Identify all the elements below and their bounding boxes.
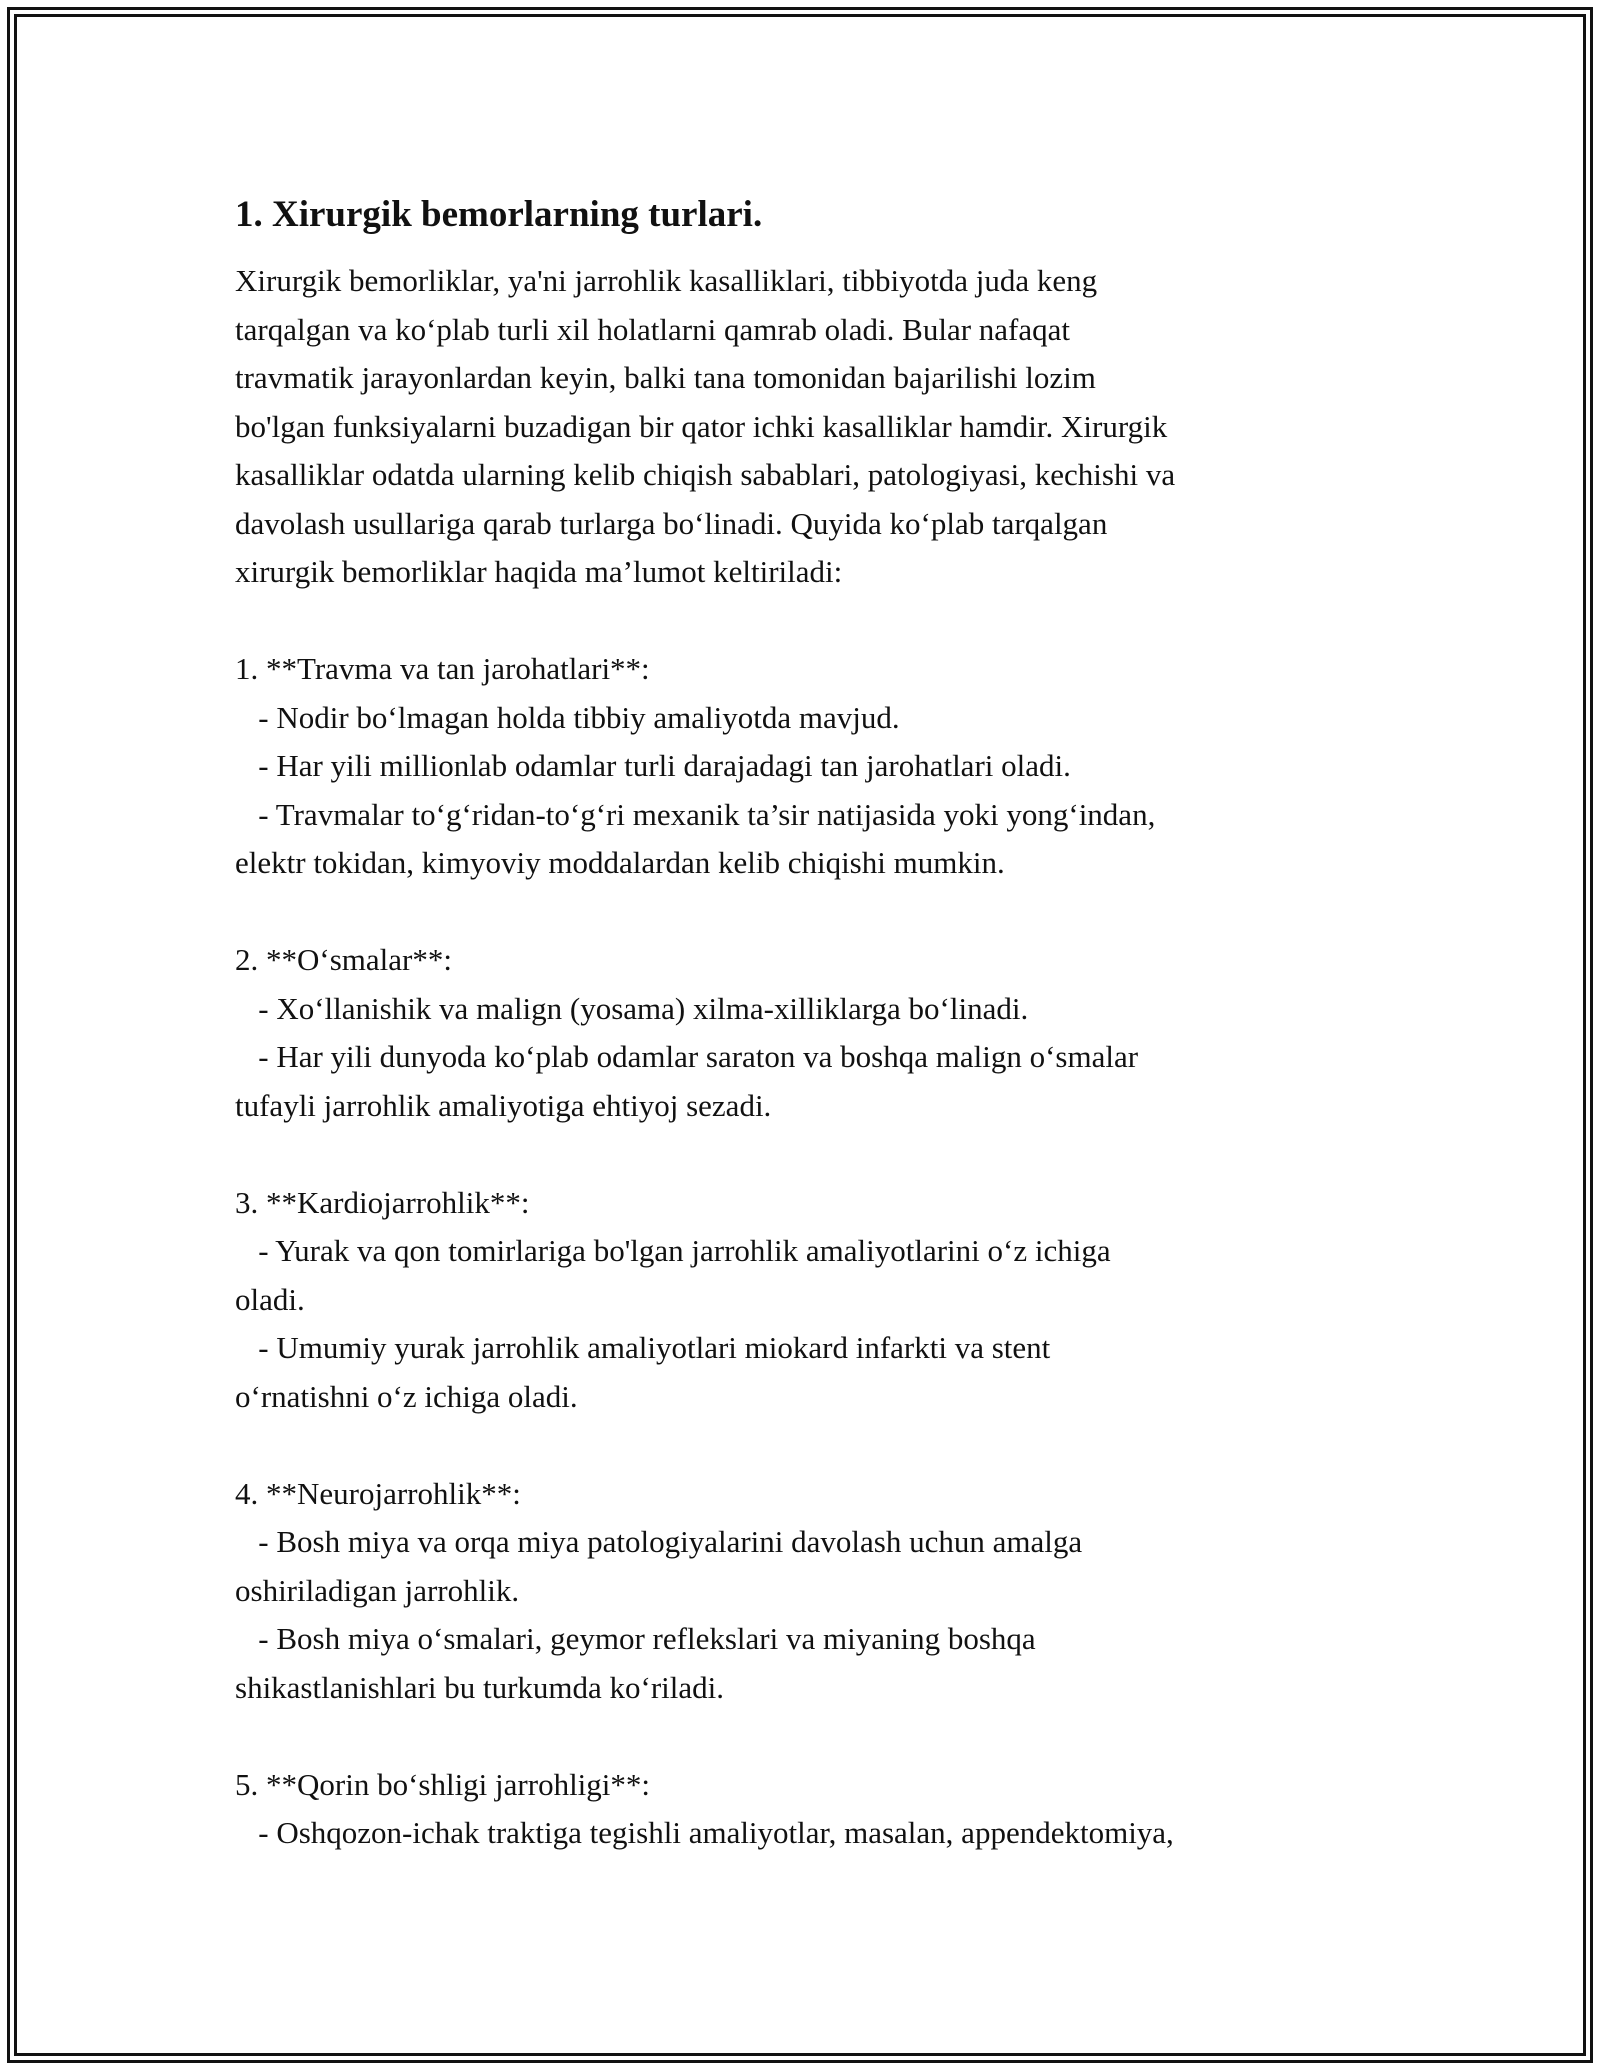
- intro-line: tarqalgan va ko‘plab turli xil holatlarni qamrab oladi. Bular nafaqat: [235, 311, 1070, 347]
- section-line: shikastlanishlari bu turkumda ko‘riladi.: [235, 1669, 725, 1705]
- section-title: 5. **Qorin bo‘shligi jarrohligi**:: [235, 1766, 651, 1802]
- section-line: - Oshqozon-ichak traktiga tegishli amaliyotlar, masalan, appendektomiya,: [235, 1815, 1174, 1850]
- section-line: elektr tokidan, kimyoviy moddalardan kelib chiqishi mumkin.: [235, 845, 1005, 880]
- section-line: oladi.: [235, 1281, 305, 1317]
- section-title: 4. **Neurojarrohlik**:: [235, 1475, 521, 1511]
- document-heading: 1. Xirurgik bemorlarning turlari.: [235, 194, 763, 235]
- section-line: o‘rnatishni o‘z ichiga oladi.: [235, 1378, 578, 1414]
- section-line: - Har yili millionlab odamlar turli darajadagi tan jarohatlari oladi.: [235, 748, 1071, 783]
- section-line: oshiriladigan jarrohlik.: [235, 1572, 520, 1608]
- intro-line: Xirurgik bemorliklar, ya'ni jarrohlik kasalliklari, tibbiyotda juda keng: [235, 263, 1098, 298]
- section-line: - Bosh miya va orqa miya patologiyalarini davolash uchun amalga: [235, 1524, 1083, 1559]
- section-line: - Har yili dunyoda ko‘plab odamlar saraton va boshqa malign o‘smalar: [235, 1039, 1139, 1074]
- list-section-cardiosurgery: [235, 1179, 1365, 1422]
- section-line: tufayli jarrohlik amaliyotiga ehtiyoj sezadi.: [235, 1087, 772, 1123]
- list-section-trauma: [235, 645, 1365, 888]
- section-title: 2. **O‘smalar**:: [235, 942, 452, 977]
- section-line: - Nodir bo‘lmagan holda tibbiy amaliyotda mavjud.: [235, 699, 900, 735]
- list-section-neurosurgery: [235, 1470, 1365, 1713]
- intro-line: bo'lgan funksiyalarni buzadigan bir qator ichki kasalliklar hamdir. Xirurgik: [235, 408, 1168, 444]
- intro-line: xirurgik bemorliklar haqida ma’lumot keltiriladi:: [235, 554, 843, 589]
- section-line: - Umumiy yurak jarrohlik amaliyotlari miokard infarkti va stent: [235, 1330, 1051, 1365]
- intro-line: travmatik jarayonlardan keyin, balki tana tomonidan bajarilishi lozim: [235, 360, 1096, 395]
- intro-line: kasalliklar odatda ularning kelib chiqish sabablari, patologiyasi, kechishi va: [235, 457, 1176, 492]
- section-line: - Yurak va qon tomirlariga bo'lgan jarrohlik amaliyotlarini o‘z ichiga: [235, 1233, 1111, 1268]
- section-title: 3. **Kardiojarrohlik**:: [235, 1184, 530, 1220]
- section-line: - Travmalar to‘g‘ridan-to‘g‘ri mexanik ta’sir natijasida yoki yong‘indan,: [235, 796, 1156, 832]
- intro-line: davolash usullariga qarab turlarga bo‘linadi. Quyida ko‘plab tarqalgan: [235, 505, 1108, 541]
- list-section-tumors: [235, 936, 1365, 1130]
- list-section-abdominal: [235, 1761, 1365, 1858]
- section-title: 1. **Travma va tan jarohatlari**:: [235, 651, 650, 686]
- document-body: [235, 185, 1365, 1858]
- intro-paragraph: [235, 257, 1355, 597]
- section-line: - Xo‘llanishik va malign (yosama) xilma-xilliklarga bo‘linadi.: [235, 990, 1029, 1026]
- section-line: - Bosh miya o‘smalari, geymor reflekslari va miyaning boshqa: [235, 1621, 1036, 1656]
